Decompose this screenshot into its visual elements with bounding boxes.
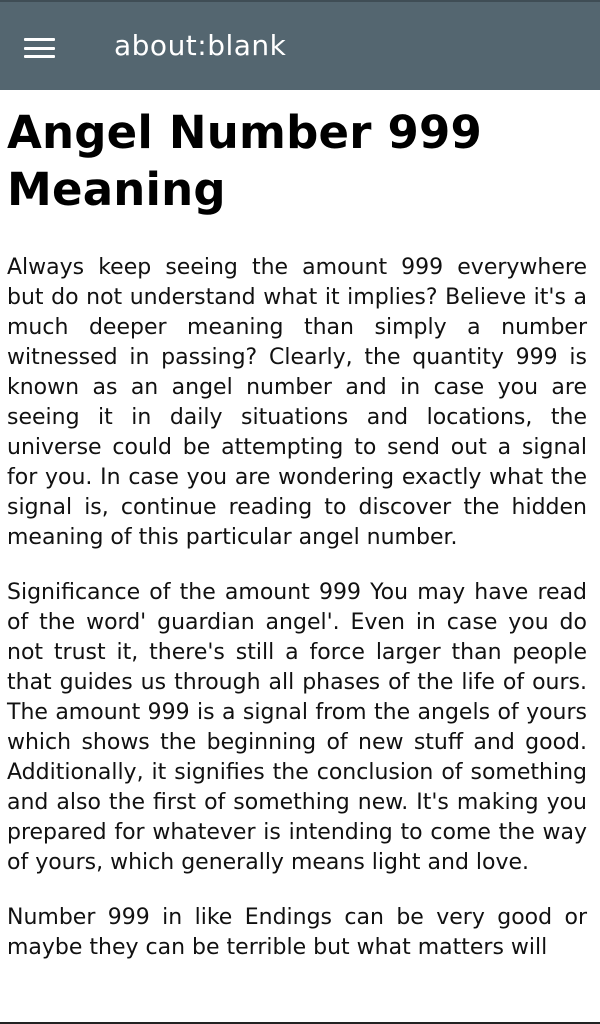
hamburger-menu-icon	[24, 38, 55, 58]
app-toolbar	[0, 0, 600, 90]
article-content	[7, 90, 587, 963]
article-paragraph: Number 999 in like Endings can be very good or maybe they can be terrible but what matters will	[7, 905, 587, 960]
article-paragraph: Always keep seeing the amount 999 everywhere but do not understand what it implies? Believe it's a much deeper meaning than simply a number witnessed in passing? Clearly, the quantity 999 is known as an angel number and in case you are seeing it in daily situations and locations, the universe could be attempting to send out a signal for you. In case you are wondering exactly what the signal is, continue reading to discover the hidden meaning of this particular angel number.	[7, 255, 587, 550]
menu-button[interactable]	[14, 26, 64, 70]
url-label: about:blank	[114, 29, 287, 62]
article-paragraph: Significance of the amount 999 You may have read of the word' guardian angel'. Even in case you do not trust it, there's still a force larger than people that guides us through all phases of the life of ours. The amount 999 is a signal from the angels of yours which shows the beginning of new stuff and good. Additionally, it signifies the conclusion of something and also the first of something new. It's making you prepared for whatever is intending to come the way of yours, which generally means light and love.	[7, 580, 587, 875]
article-title: Angel Number 999 Meaning	[7, 106, 482, 216]
